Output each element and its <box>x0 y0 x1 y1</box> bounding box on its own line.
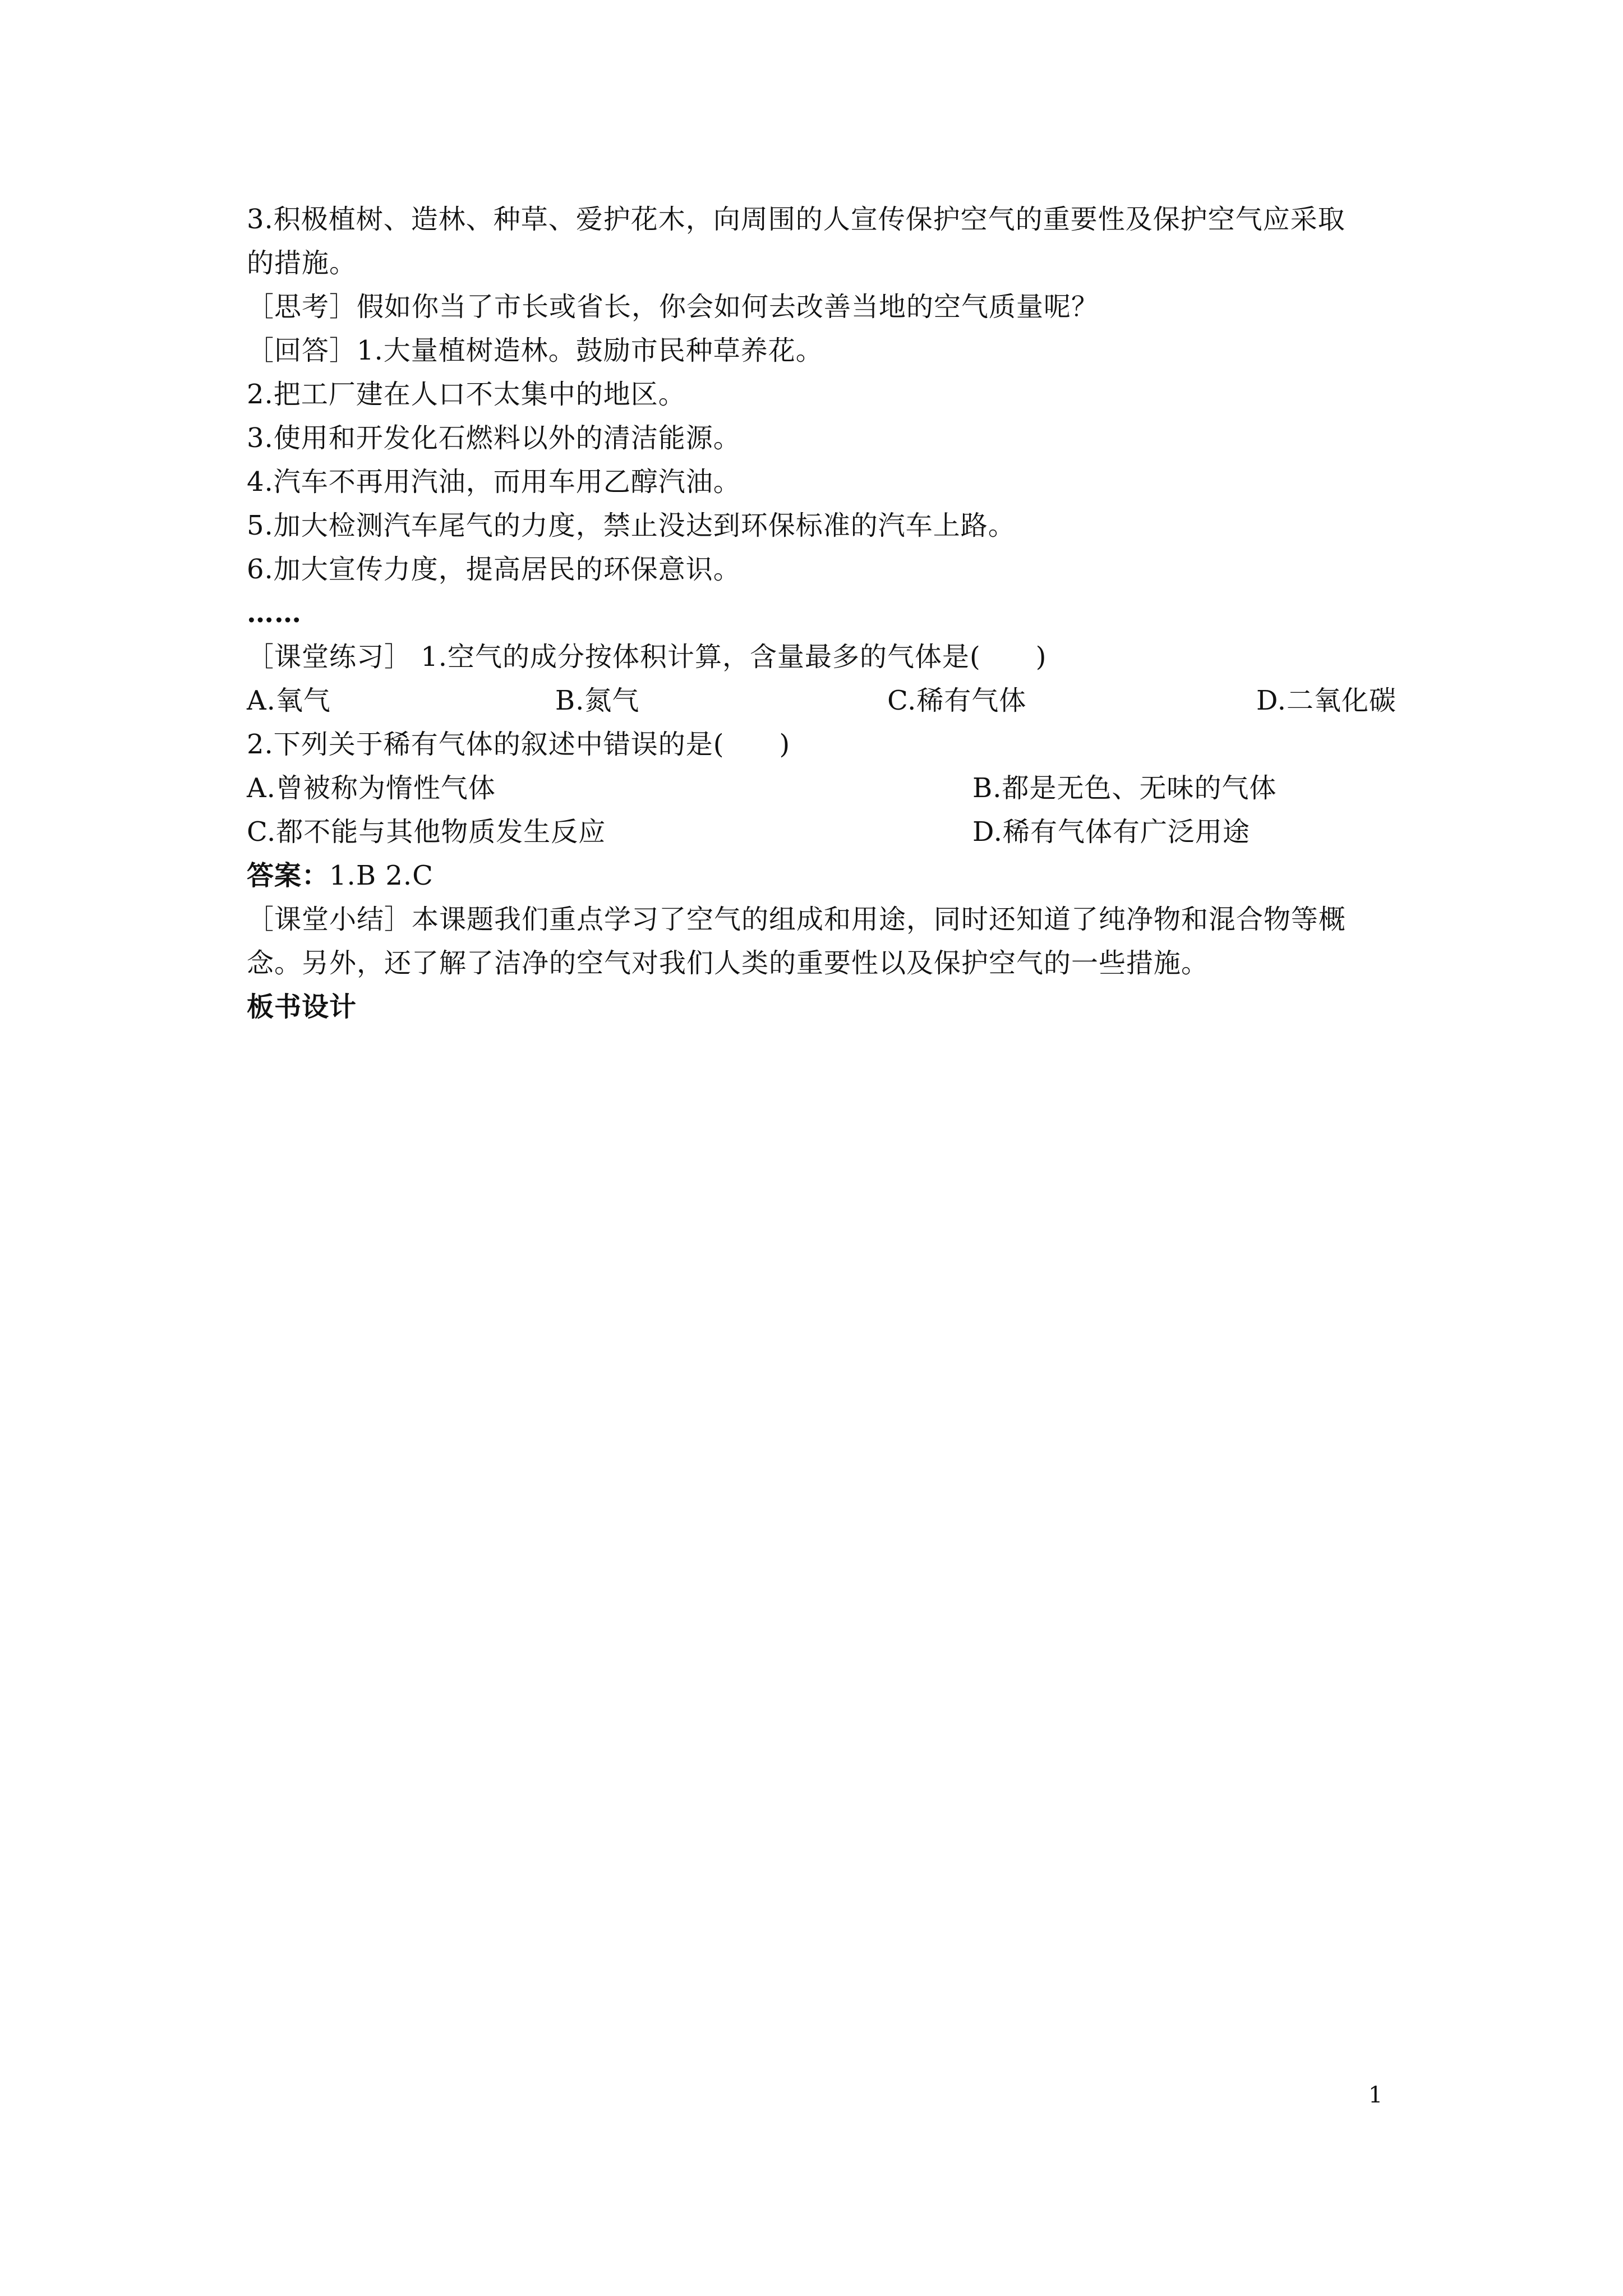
question-2-options-row-2 <box>247 810 1396 854</box>
page-number: 1 <box>1368 2082 1383 2108</box>
question-1-options <box>247 679 1396 723</box>
summary-line: 念。另外，还了解了洁净的空气对我们人类的重要性以及保护空气的一些措施。 <box>247 947 1209 979</box>
option-d: D.稀有气体有广泛用途 <box>972 816 1251 848</box>
option-c: C.稀有气体 <box>887 685 1027 716</box>
option-a: A.曾被称为惰性气体 <box>247 772 496 804</box>
answer-item: ［回答］1.大量植树造林。鼓励市民种草养花。 <box>247 335 823 366</box>
answer-item: 6.加大宣传力度，提高居民的环保意识。 <box>247 554 741 585</box>
option-b: B.都是无色、无味的气体 <box>972 772 1277 804</box>
option-a: A.氧气 <box>247 685 331 716</box>
section-heading: 板书设计 <box>247 991 357 1023</box>
option-d: D.二氧化碳 <box>1256 685 1396 716</box>
exercise-question-2: 2.下列关于稀有气体的叙述中错误的是( ) <box>247 729 791 760</box>
answer-value: 1.B 2.C <box>329 860 434 891</box>
exercise-question-1: ［课堂练习］ 1.空气的成分按体积计算，含量最多的气体是( ) <box>247 641 1047 673</box>
document-body <box>247 197 1396 1029</box>
paragraph-line: 的措施。 <box>247 247 357 279</box>
question-2-options-row-1 <box>247 766 1396 810</box>
summary-line: ［课堂小结］本课题我们重点学习了空气的组成和用途，同时还知道了纯净物和混合物等概 <box>247 904 1347 935</box>
answer-label: 答案： <box>247 860 330 891</box>
answer-item: 3.使用和开发化石燃料以外的清洁能源。 <box>247 422 741 454</box>
ellipsis: …… <box>247 597 302 629</box>
answer-item: 2.把工厂建在人口不太集中的地区。 <box>247 379 686 410</box>
answer-item: 4.汽车不再用汽油，而用车用乙醇汽油。 <box>247 466 741 498</box>
answer-key <box>247 854 1396 898</box>
option-b: B.氮气 <box>555 685 640 716</box>
think-question: ［思考］假如你当了市长或省长，你会如何去改善当地的空气质量呢？ <box>247 291 1099 323</box>
option-c: C.都不能与其他物质发生反应 <box>247 816 606 848</box>
answer-item: 5.加大检测汽车尾气的力度，禁止没达到环保标准的汽车上路。 <box>247 510 1016 541</box>
paragraph-line: 3.积极植树、造林、种草、爱护花木，向周围的人宣传保护空气的重要性及保护空气应采取 <box>247 204 1345 235</box>
